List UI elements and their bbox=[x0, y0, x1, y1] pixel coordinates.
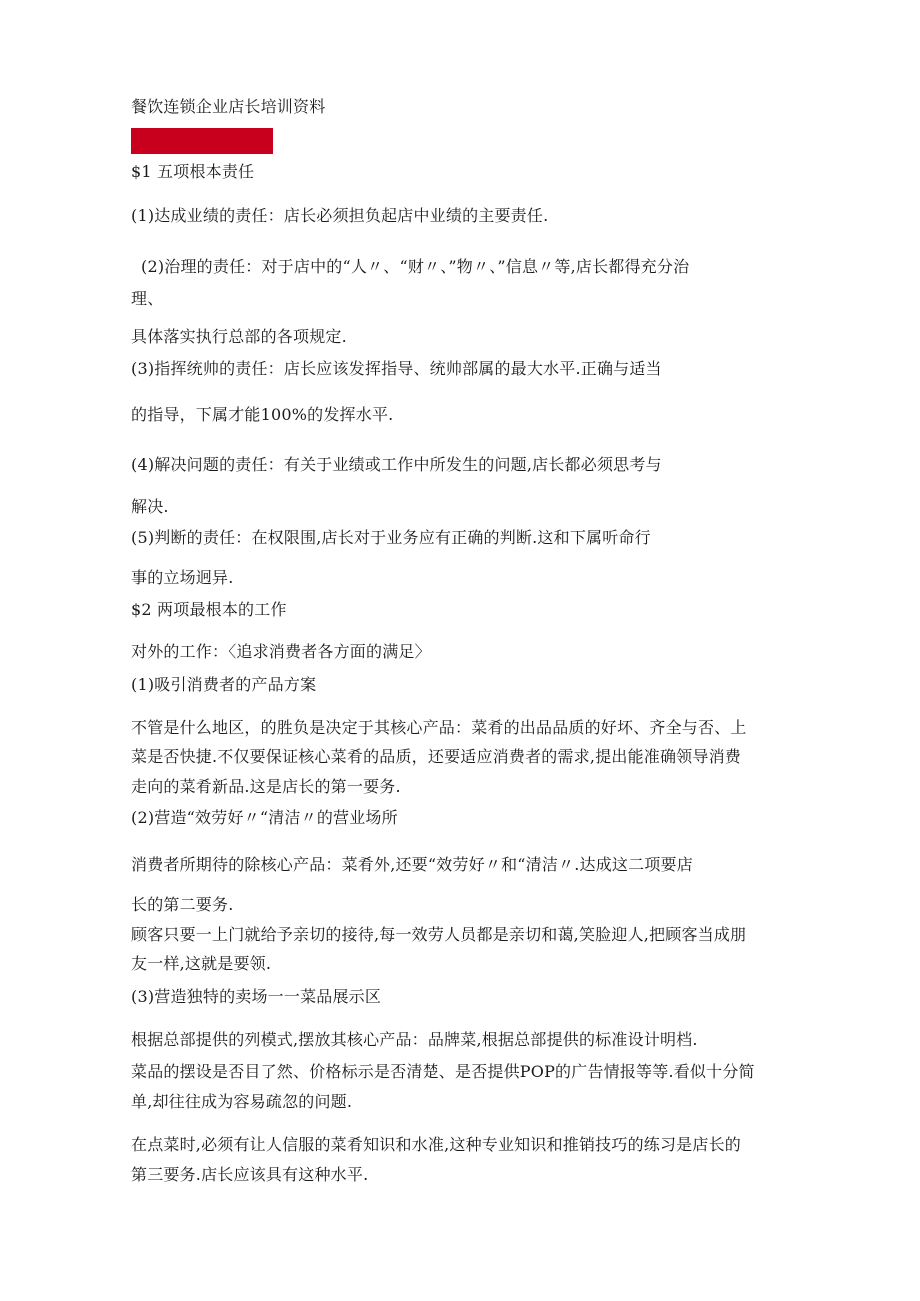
paragraph-line: 长的第二要务. bbox=[131, 895, 234, 914]
paragraph-line: 的指导，下属才能100%的发挥水平. bbox=[131, 405, 394, 424]
paragraph-line: 顾客只要一上门就给予亲切的接待,每一效劳人员都是亲切和蔼,笑脸迎人,把顾客当成朋 bbox=[131, 925, 747, 944]
paragraph-line: 对外的工作：〈追求消费者各方面的满足〉 bbox=[131, 642, 431, 661]
paragraph-line: (5)判断的责任：在权限围,店长对于业务应有正确的判断.这和下属听命行 bbox=[131, 528, 651, 547]
paragraph-line: 不管是什么地区，的胜负是决定于其核心产品：菜肴的出品品质的好坏、齐全与否、上 bbox=[131, 718, 747, 737]
paragraph-line: 友一样,这就是要领. bbox=[131, 954, 272, 973]
paragraph-line: 菜是否快捷.不仅要保证核心菜肴的品质，还要适应消费者的需求,提出能准确领导消费 bbox=[131, 747, 741, 766]
section-heading-1: $1 五项根本责任 bbox=[131, 162, 255, 181]
paragraph-line: (1)吸引消费者的产品方案 bbox=[131, 675, 317, 694]
paragraph-line: 具体落实执行总部的各项规定. bbox=[131, 327, 347, 346]
paragraph-line: (1)达成业绩的责任：店长必须担负起店中业绩的主要责任. bbox=[131, 206, 549, 225]
paragraph-line: 单,却往往成为容易疏忽的问题. bbox=[131, 1092, 353, 1111]
paragraph-line: (4)解决问题的责任：有关于业绩或工作中所发生的问题,店长都必须思考与 bbox=[131, 455, 662, 474]
red-banner-bar bbox=[131, 128, 273, 154]
paragraph-line: (3)指挥统帅的责任：店长应该发挥指导、统帅部属的最大水平.正确与适当 bbox=[131, 359, 662, 378]
paragraph-line: (2)营造“效劳好〃“清洁〃的营业场所 bbox=[131, 808, 398, 827]
paragraph-line: 事的立场迥异. bbox=[131, 568, 234, 587]
paragraph-line: 菜品的摆设是否目了然、价格标示是否清楚、是否提供POP的广告情报等等.看似十分简 bbox=[131, 1062, 755, 1081]
paragraph-line: 解决. bbox=[131, 497, 169, 516]
paragraph-line: 理、 bbox=[131, 289, 164, 308]
paragraph-line: (3)营造独特的卖场一一菜品展示区 bbox=[131, 987, 382, 1006]
document-title: 餐饮连锁企业店长培训资料 bbox=[131, 97, 326, 116]
paragraph-line: 根据总部提供的列模式,摆放其核心产品：品牌菜,根据总部提供的标准设计明档. bbox=[131, 1030, 698, 1049]
paragraph-line: 走向的菜肴新品.这是店长的第一要务. bbox=[131, 777, 401, 796]
paragraph-line: 第三要务.店长应该具有这种水平. bbox=[131, 1165, 369, 1184]
section-heading-2: $2 两项最根本的工作 bbox=[131, 600, 287, 619]
paragraph-line: 在点菜时,必须有让人信服的菜肴知识和水准,这种专业知识和推销技巧的练习是店长的 bbox=[131, 1135, 741, 1154]
paragraph-line: 消费者所期待的除核心产品：菜肴外,还要“效劳好〃和“清洁〃.达成这二项要店 bbox=[131, 855, 693, 874]
paragraph-line: (2)治理的责任：对于店中的“人〃、“财〃、”物〃、”信息〃等,店长都得充分治 bbox=[141, 257, 690, 276]
